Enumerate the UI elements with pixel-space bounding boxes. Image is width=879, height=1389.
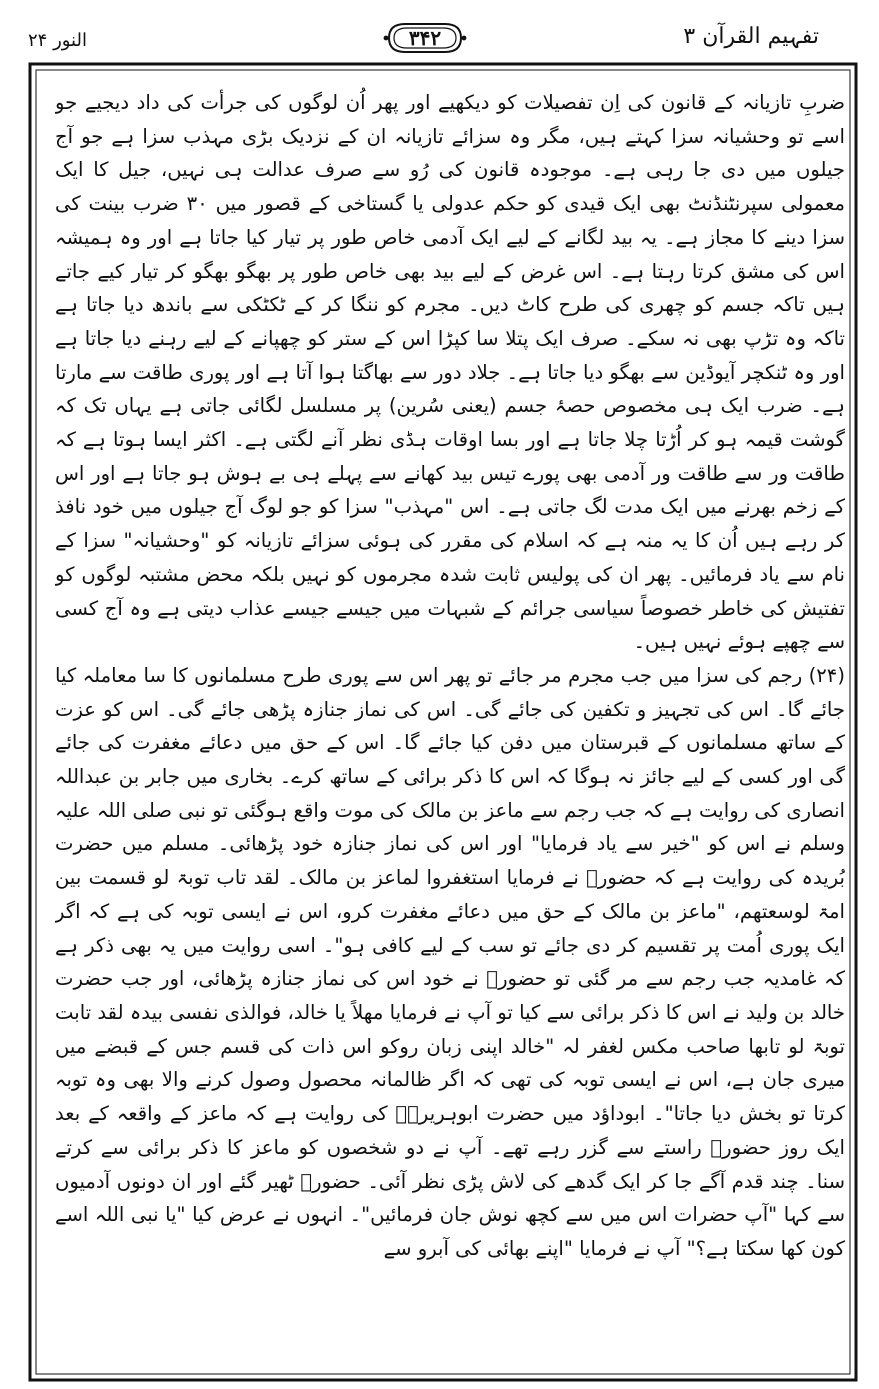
surah-reference: النور ۲۴ [28, 30, 87, 51]
page-number: ۳۴۲ [408, 26, 442, 50]
paragraph-flogging-law: ضربِ تازیانہ کے قانون کی اِن تفصیلات کو دیکھیے اور پھر اُن لوگوں کی جرأت کی داد دیجیے جو اسے تو وحشیانہ سزا کہتے ہیں، مگر وہ سزائے تازیانہ ان کے نزدیک بڑی مہذب سزا ہے جو آج جیلوں میں دی جا رہی ہے۔ موجودہ قانون کی رُو سے صرف عدالت ہی نہیں، جیل کا ایک معمولی سپرنٹنڈنٹ بھی ایک قیدی کو حکم عدولی یا گستاخی کے قصور میں ۳۰ ضرب بینت کی سزا دینے کا مجاز ہے۔ یہ بید لگانے کے لیے ایک آدمی خاص طور پر تیار کیا جاتا ہے اور وہ ہمیشہ اس کی مشق کرتا رہتا ہے۔ اس غرض کے لیے بید بھی خاص طور پر بھگو بھگو کر تیار کیے جاتے ہیں تاکہ جسم کو چھری کی طرح کاٹ دیں۔ مجرم کو ننگا کر کے ٹکٹکی سے باندھ دیا جاتا ہے تاکہ وہ تڑپ بھی نہ سکے۔ صرف ایک پتلا سا کپڑا اس کے ستر کو چھپانے کے لیے رہنے دیا جاتا ہے اور وہ ٹنکچر آیوڈین سے بھگو دیا جاتا ہے۔ جلاد دور سے بھاگتا ہوا آتا ہے اور پوری طاقت سے مارتا ہے۔ ضرب ایک ہی مخصوص حصۂ جسم (یعنی سُرین) پر مسلسل لگائی جاتی ہے یہاں تک کہ گوشت قیمہ ہو کر اُڑتا چلا جاتا ہے اور بسا اوقات ہڈی نظر آنے لگتی ہے۔ اکثر ایسا ہوتا ہے کہ طاقت ور سے طاقت ور آدمی بھی پورے تیس بید کھانے سے پہلے ہی بے ہوش ہو جاتا ہے اور اس کے زخم بھرنے میں ایک مدت لگ جاتی ہے۔ اس "مہذب" سزا کو جو لوگ آج جیلوں میں خود نافذ کر رہے ہیں اُن کا یہ منہ ہے کہ اسلام کی مقرر کی ہوئی سزائے تازیانہ کو "وحشیانہ" سزا کے نام سے یاد فرمائیں۔ پھر ان کی پولیس ثابت شدہ مجرموں کو نہیں بلکہ محض مشتبہ لوگوں کو تفتیش کی خاطر خصوصاً سیاسی جرائم کے شبہات میں جیسے جیسے عذاب دیتی ہے وہ آج کسی سے چھپے ہوئے نہیں ہیں۔ [55, 91, 845, 654]
book-title: تفہیم القرآن ۳ [683, 24, 819, 49]
page-body [55, 86, 845, 1382]
page-header [0, 14, 879, 64]
page-number-badge [383, 20, 467, 56]
paragraph-note-24: (۲۴) رجم کی سزا میں جب مجرم مر جائے تو پھر اس سے پوری طرح مسلمانوں کا سا معاملہ کیا جائے گا۔ اس کی تجہیز و تکفین کی جائے گی۔ اس کی نماز جنازہ پڑھی جائے گی۔ اس کو عزت کے ساتھ مسلمانوں کے قبرستان میں دفن کیا جائے گا۔ اس کے حق میں دعائے مغفرت کی جائے گی اور کسی کے لیے جائز نہ ہوگا کہ اس کا ذکر برائی کے ساتھ کرے۔ بخاری میں جابر بن عبداللہ انصاری کی روایت ہے کہ جب رجم سے ماعز بن مالک کی موت واقع ہوگئی تو نبی صلی اللہ علیہ وسلم نے اس کو "خیر سے یاد فرمایا" اور اس کی نماز جنازہ خود پڑھائی۔ مسلم میں حضرت بُریدہ کی روایت ہے کہ حضورؐ نے فرمایا استغفروا لماعز بن مالک۔ لقد تاب توبۃ لو قسمت بین امۃ لوسعتھم، "ماعز بن مالک کے حق میں دعائے مغفرت کرو، اس نے ایسی توبہ کی ہے کہ اگر ایک پوری اُمت پر تقسیم کر دی جائے تو سب کے لیے کافی ہو"۔ اسی روایت میں یہ بھی ذکر ہے کہ غامدیہ جب رجم سے مر گئی تو حضورؐ نے خود اس کی نماز جنازہ پڑھائی، اور جب حضرت خالد بن ولید نے اس کا ذکر برائی سے کیا تو آپ نے فرمایا مھلاً یا خالد، فوالذی نفسی بیدہ لقد تابت توبۃ لو تابھا صاحب مکس لغفر لہ "خالد اپنی زبان روکو اس ذات کی قسم جس کے قبضے میں میری جان ہے، اس نے ایسی توبہ کی تھی کہ اگر ظالمانہ محصول وصول کرنے والا بھی وہ توبہ کرتا تو بخش دیا جاتا"۔ ابوداؤد میں حضرت ابوہریرہؓ کی روایت ہے کہ ماعز کے واقعہ کے بعد ایک روز حضورؐ راستے سے گزر رہے تھے۔ آپ نے دو شخصوں کو ماعز کا ذکر برائی سے کرتے سنا۔ چند قدم آگے جا کر ایک گدھے کی لاش پڑی نظر آئی۔ حضورؐ ٹھیر گئے اور ان دونوں آدمیوں سے کہا "آپ حضرات اس میں سے کچھ نوش جان فرمائیں"۔ انہوں نے عرض کیا "یا نبی اللہ اسے کون کھا سکتا ہے؟" آپ نے فرمایا "اپنے بھائی کی آبرو سے [55, 663, 845, 1260]
